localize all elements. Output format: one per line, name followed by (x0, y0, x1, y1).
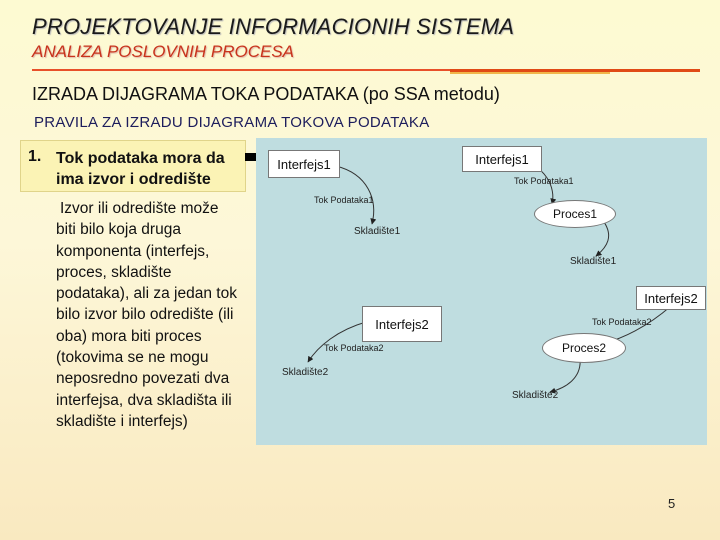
interfejs1-right: Interfejs1 (462, 146, 542, 172)
skladiste2-right: Skladište2 (512, 390, 559, 401)
tok-podataka2-left: Tok Podataka2 (324, 343, 384, 353)
rule-body-line: skladište i interfejs) (56, 412, 188, 430)
skladiste1-left: Skladište1 (354, 226, 401, 237)
section-subheading: PRAVILA ZA IZRADU DIJAGRAMA TOKOVA PODATAKA (34, 114, 430, 131)
rule-body-line: interfejsa, dva skladišta ili (56, 391, 232, 409)
title-underline (32, 69, 450, 71)
rule-body-line: podataka), ali za jedan tok (56, 285, 237, 303)
interfejs2-right: Interfejs2 (636, 286, 706, 310)
title-underline-gold (450, 72, 610, 74)
rule-body (56, 198, 268, 432)
tok-podataka1-left: Tok Podataka1 (314, 195, 374, 205)
rule-body-line: bilo izvor bilo odredište (ili (56, 306, 234, 324)
rule-body-line: oba) mora biti proces (56, 327, 202, 345)
rule-body-line: komponenta (interfejs, (56, 242, 210, 260)
section-heading: IZRADA DIJAGRAMA TOKA PODATAKA (po SSA metodu) (32, 84, 500, 104)
flow-proces2-to-skladiste2 (550, 358, 580, 392)
page-number: 5 (668, 496, 676, 511)
rule-body-line: biti bilo koja druga (56, 221, 181, 239)
rule-body-line: proces, skladište (56, 263, 172, 281)
rule-title-line2: ima izvor i odredište (56, 171, 211, 188)
rule-number: 1. (28, 148, 42, 165)
tok-podataka1-right: Tok Podataka1 (514, 176, 574, 186)
proces2: Proces2 (542, 333, 626, 363)
rule-body-line: Izvor ili odredište može (60, 200, 219, 217)
skladiste2-left: Skladište2 (282, 367, 329, 378)
rule-title-line1: Tok podataka mora da (56, 150, 225, 167)
interfejs1-left: Interfejs1 (268, 150, 340, 178)
skladiste1-right: Skladište1 (570, 256, 617, 267)
rule-body-line: neposredno povezati dva (56, 370, 230, 388)
rule-body-line: (tokovima se ne mogu (56, 349, 209, 367)
slide-title: PROJEKTOVANJE INFORMACIONIH SISTEMA (32, 14, 515, 39)
proces1: Proces1 (534, 200, 616, 228)
interfejs2-left: Interfejs2 (362, 306, 442, 342)
data-flow-diagram (256, 138, 707, 445)
tok-podataka2-right: Tok Podataka2 (592, 317, 652, 327)
flow-interfejs2-to-skladiste2 (308, 322, 366, 362)
slide-subtitle: ANALIZA POSLOVNIH PROCESA (32, 42, 294, 61)
rule-title (56, 148, 248, 190)
